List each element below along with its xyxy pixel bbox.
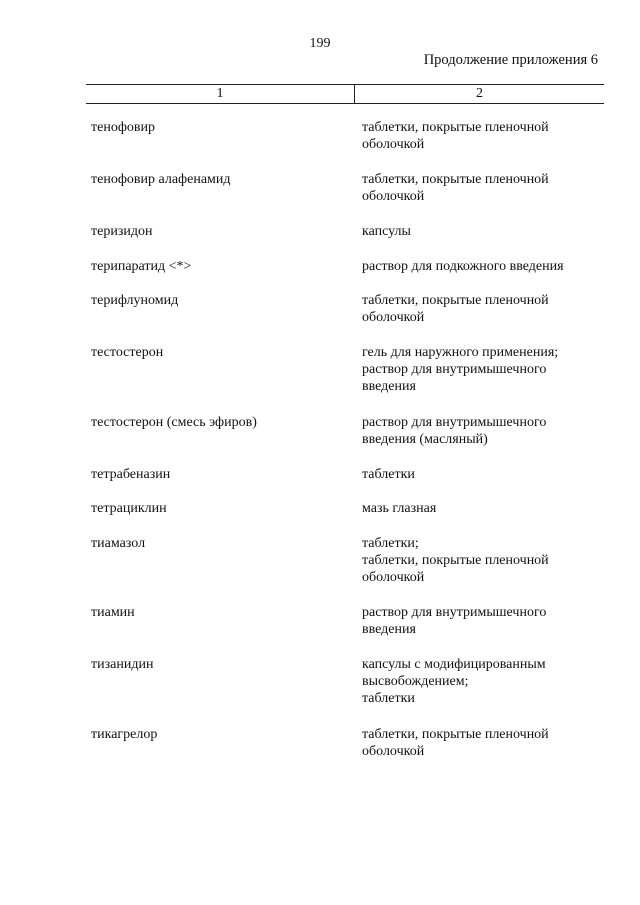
- dosage-form-line: таблетки, покрытые пленочной: [362, 293, 549, 308]
- dosage-form: [362, 604, 602, 638]
- dosage-form-line: капсулы с модифицированным: [362, 657, 546, 672]
- dosage-form-line: таблетки, покрытые пленочной: [362, 552, 549, 568]
- dosage-form: [362, 292, 602, 326]
- dosage-form-line: таблетки: [362, 466, 415, 482]
- dosage-form-line: гель для наружного применения;: [362, 345, 559, 360]
- column-header-1: 1: [86, 85, 355, 103]
- dosage-form-line: раствор для внутримышечного: [362, 605, 547, 620]
- drug-name: терипаратид <*>: [91, 258, 192, 274]
- drug-name: тетрабеназин: [91, 466, 171, 482]
- drug-name: тикагрелор: [91, 726, 158, 742]
- drug-name: тизанидин: [91, 657, 154, 672]
- dosage-form-line: оболочкой: [362, 743, 425, 759]
- dosage-form-line: капсулы: [362, 224, 411, 239]
- dosage-form-line: таблетки, покрытые пленочной: [362, 726, 549, 742]
- dosage-form-line: введения (масляный): [362, 431, 488, 447]
- column-header-2: 2: [476, 86, 483, 101]
- dosage-form: [362, 726, 602, 760]
- dosage-form-line: раствор для подкожного введения: [362, 258, 564, 274]
- table-row: [0, 414, 640, 448]
- table-row: [0, 119, 640, 153]
- dosage-form: [362, 344, 602, 395]
- dosage-form-line: таблетки, покрытые пленочной: [362, 120, 549, 135]
- dosage-form-line: высвобождением;: [362, 674, 469, 689]
- drug-name: тенофовир алафенамид: [91, 172, 231, 187]
- dosage-form-line: таблетки, покрытые пленочной: [362, 172, 549, 187]
- drug-name: тестостерон (смесь эфиров): [91, 414, 257, 430]
- dosage-form-line: раствор для внутримышечного: [362, 362, 547, 377]
- dosage-form: [362, 466, 602, 483]
- dosage-form: [362, 171, 602, 205]
- drug-name: теризидон: [91, 224, 153, 239]
- dosage-form: [362, 258, 602, 275]
- dosage-form-line: введения: [362, 622, 416, 637]
- drug-name: терифлуномид: [91, 293, 179, 308]
- dosage-form: [362, 223, 602, 240]
- table-header: [86, 84, 604, 104]
- page-number: 199: [309, 36, 331, 51]
- table-row: [0, 656, 640, 707]
- table-row: [0, 292, 640, 326]
- drug-name: тенофовир: [91, 120, 155, 135]
- dosage-form: [362, 414, 602, 448]
- dosage-form-line: мазь глазная: [362, 501, 437, 516]
- drug-name: тетрациклин: [91, 501, 167, 516]
- continuation-heading: Продолжение приложения 6: [423, 52, 598, 68]
- table-row: [0, 500, 640, 517]
- dosage-form-line: таблетки: [362, 691, 415, 706]
- table-row: [0, 344, 640, 395]
- dosage-form-line: оболочкой: [362, 189, 425, 204]
- table-row: [0, 726, 640, 760]
- table-row: [0, 258, 640, 275]
- drug-name: тиамазол: [91, 535, 146, 551]
- table-row: [0, 171, 640, 205]
- table-row: [0, 223, 640, 240]
- dosage-form-line: раствор для внутримышечного: [362, 414, 547, 430]
- table-row: [0, 466, 640, 483]
- dosage-form: [362, 535, 602, 586]
- drug-name: тиамин: [91, 605, 135, 620]
- dosage-form: [362, 500, 602, 517]
- dosage-form-line: оболочкой: [362, 310, 425, 325]
- dosage-form-line: оболочкой: [362, 569, 425, 585]
- table-row: [0, 604, 640, 638]
- dosage-form: [362, 656, 602, 707]
- drug-name: тестостерон: [91, 345, 164, 360]
- dosage-form: [362, 119, 602, 153]
- dosage-form-line: таблетки;: [362, 535, 419, 551]
- dosage-form-line: введения: [362, 379, 416, 394]
- dosage-form-line: оболочкой: [362, 137, 425, 152]
- table-row: [0, 535, 640, 586]
